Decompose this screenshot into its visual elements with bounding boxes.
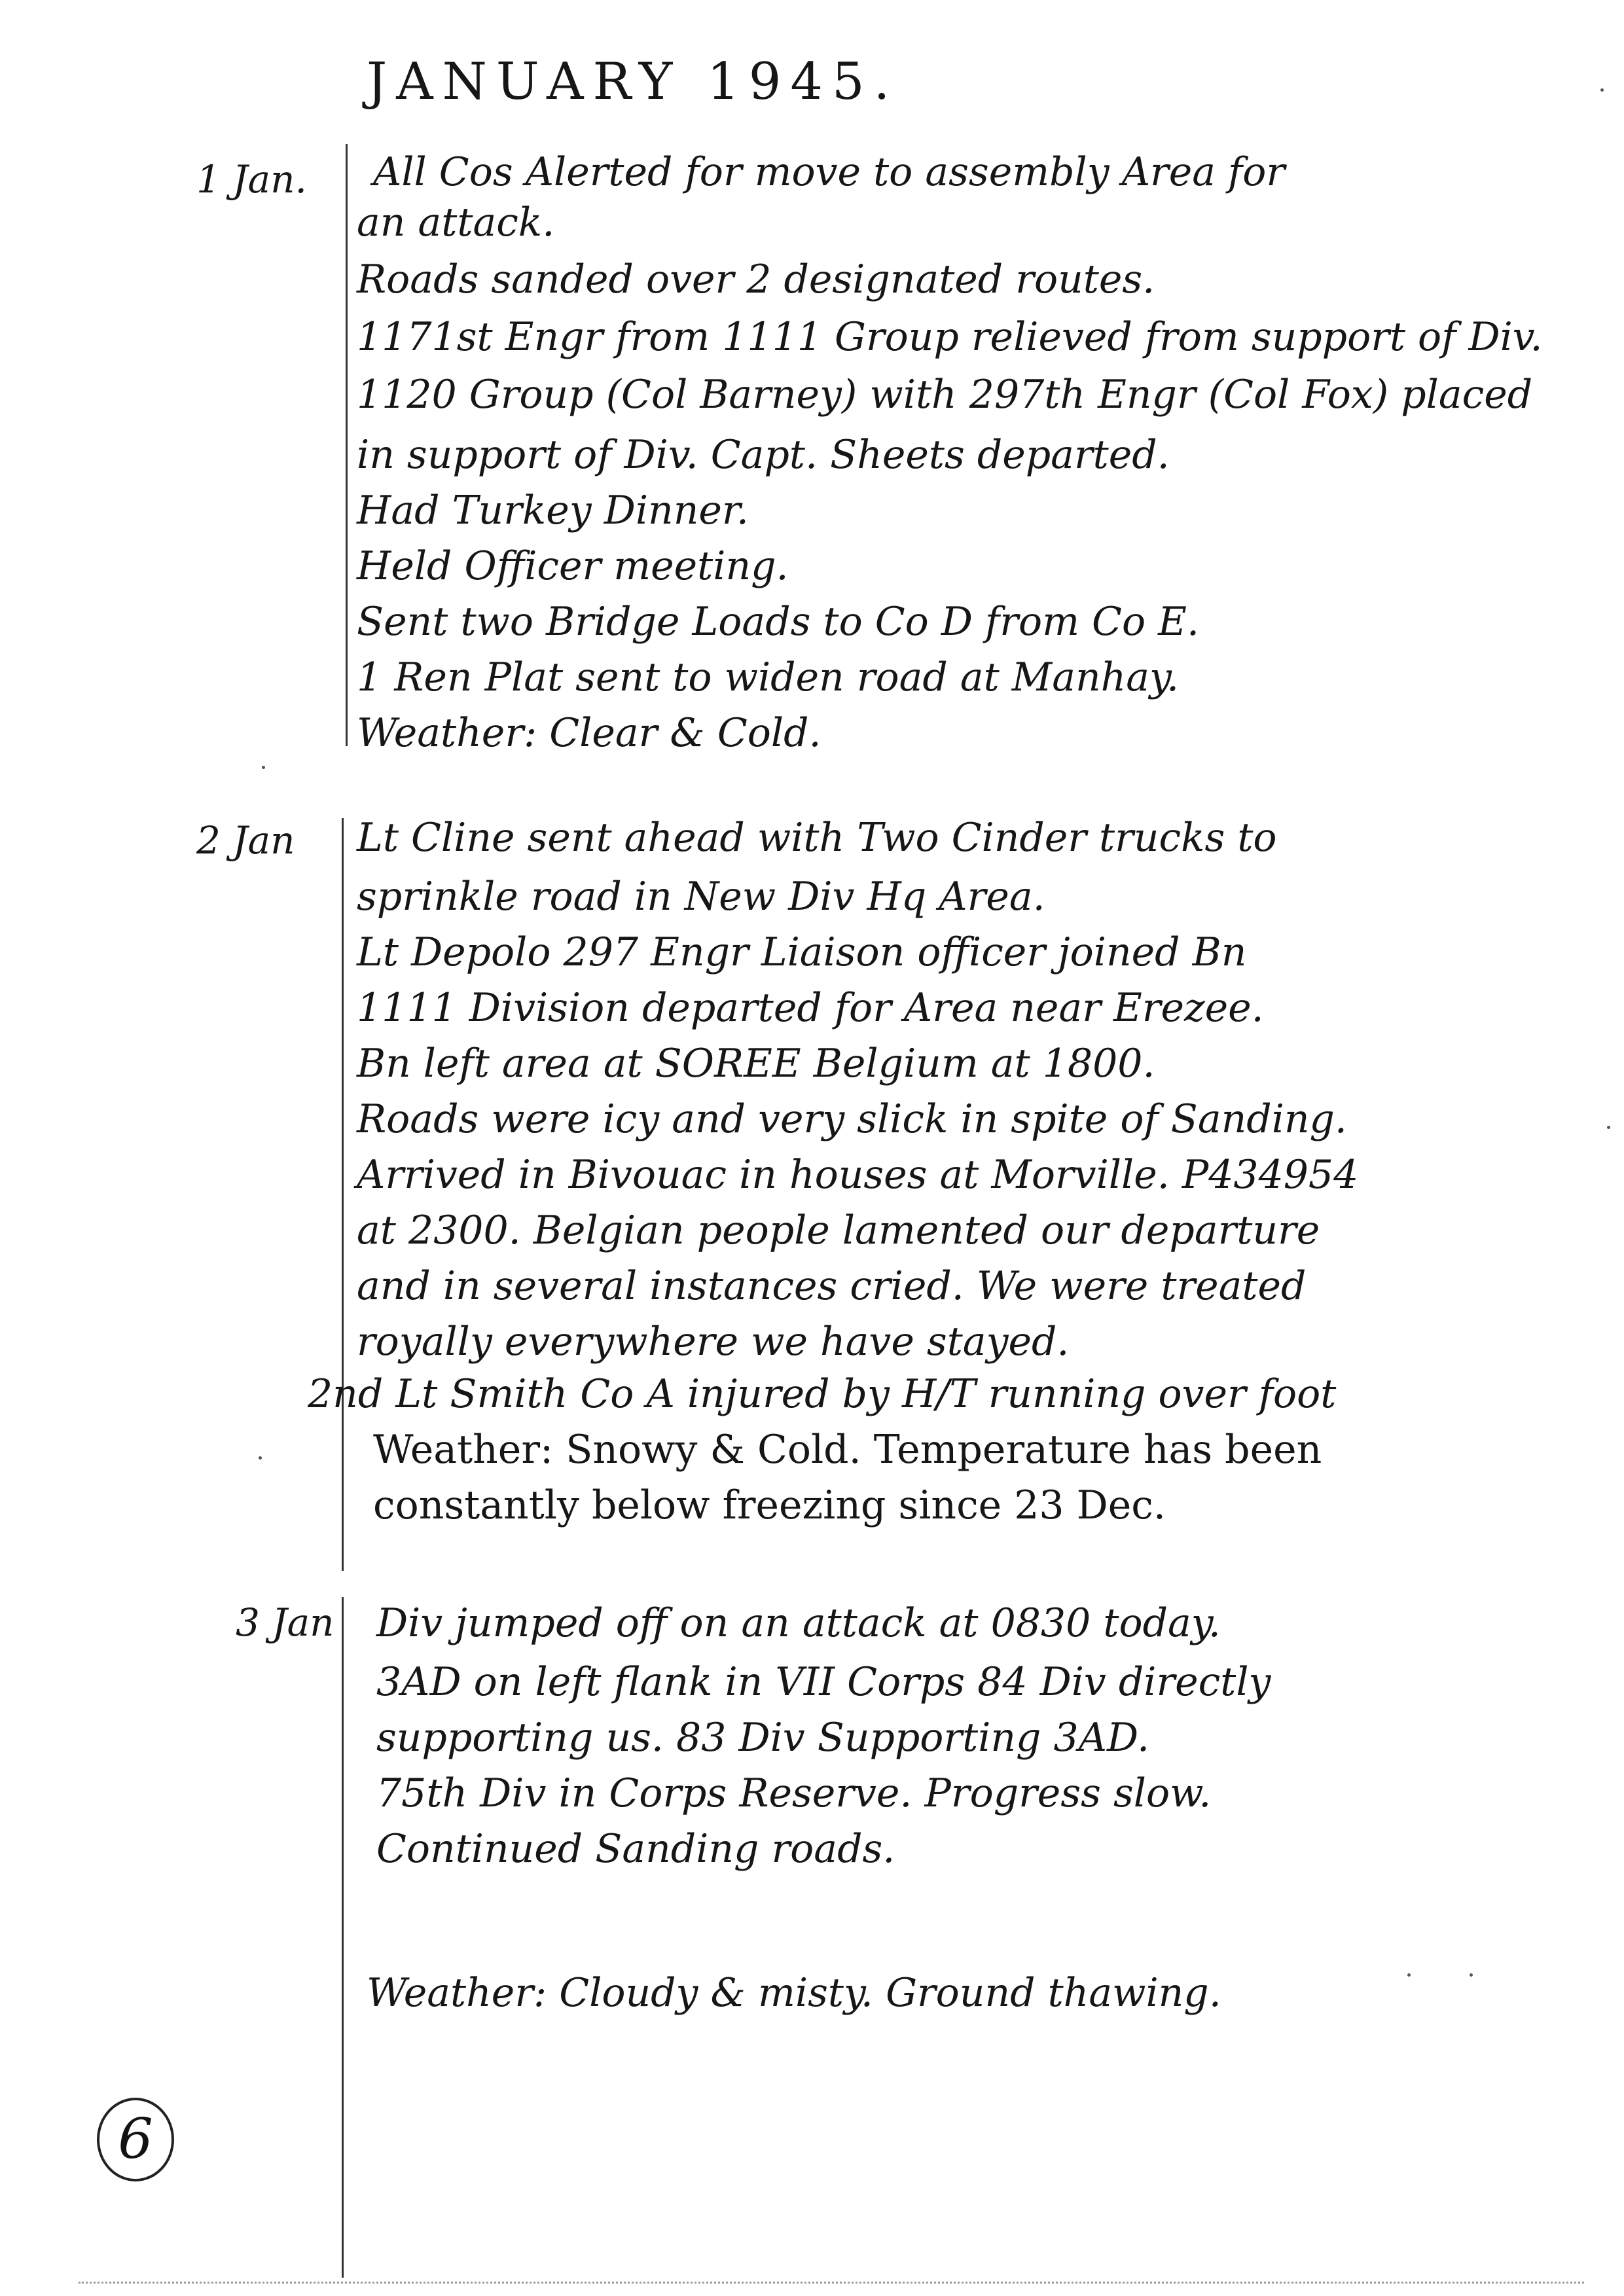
entry-line: 3AD on left flank in VII Corps 84 Div directly	[376, 1659, 1271, 1705]
entry-line: Sent two Bridge Loads to Co D from Co E.	[357, 599, 1200, 645]
entry-line: Weather: Snowy & Cold. Temperature has been	[373, 1427, 1322, 1473]
page-title: JANUARY 1945.	[367, 52, 899, 111]
entry-line: constantly below freezing since 23 Dec.	[373, 1482, 1166, 1528]
entry-line: sprinkle road in New Div Hq Area.	[357, 874, 1045, 920]
scan-edge	[79, 2282, 1584, 2284]
entry-line: an attack.	[357, 200, 555, 245]
entry-line: Div jumped off on an attack at 0830 today.	[376, 1600, 1221, 1646]
margin-rule-1	[346, 144, 348, 746]
scan-speck	[1470, 1973, 1473, 1977]
entry-line: 2nd Lt Smith Co A injured by H/T running over foot	[308, 1371, 1337, 1417]
entry-date: 3 Jan	[236, 1600, 334, 1645]
entry-line: All Cos Alerted for move to assembly Area for	[373, 149, 1286, 195]
entry-line: 75th Div in Corps Reserve. Progress slow.	[376, 1770, 1212, 1816]
entry-line: Roads were icy and very slick in spite of Sanding.	[357, 1096, 1348, 1142]
entry-line: in support of Div. Capt. Sheets departed.	[357, 432, 1170, 478]
entry-line: Lt Depolo 297 Engr Liaison officer joined Bn	[357, 929, 1247, 975]
entry-date: 2 Jan	[196, 818, 295, 863]
entry-line: Lt Cline sent ahead with Two Cinder trucks to	[357, 815, 1277, 861]
entry-line: 1 Ren Plat sent to widen road at Manhay.	[357, 655, 1180, 700]
entry-line: royally everywhere we have stayed.	[357, 1319, 1070, 1365]
scan-speck	[1607, 1126, 1610, 1129]
entry-line: Bn left area at SOREE Belgium at 1800.	[357, 1041, 1155, 1086]
scan-speck	[1407, 1973, 1411, 1977]
entry-line: supporting us. 83 Div Supporting 3AD.	[376, 1715, 1150, 1761]
entry-line: Weather: Clear & Cold.	[357, 710, 821, 756]
scan-speck	[262, 766, 265, 769]
scan-speck	[259, 1456, 262, 1460]
entry-line: Weather: Cloudy & misty. Ground thawing.	[367, 1970, 1221, 2016]
entry-line: at 2300. Belgian people lamented our departure	[357, 1208, 1320, 1253]
entry-line: Continued Sanding roads.	[376, 1826, 895, 1872]
entry-line: and in several instances cried. We were treated	[357, 1263, 1307, 1309]
entry-line: Roads sanded over 2 designated routes.	[357, 257, 1155, 302]
entry-line: Arrived in Bivouac in houses at Morville. P434954	[357, 1152, 1359, 1198]
page-number: 6	[97, 2098, 174, 2181]
entry-line: Held Officer meeting.	[357, 543, 789, 589]
entry-line: 1171st Engr from 1111 Group relieved from support of Div.	[357, 314, 1543, 360]
margin-rule-2	[342, 818, 344, 1571]
entry-line: 1111 Division departed for Area near Erezee.	[357, 985, 1264, 1031]
entry-date: 1 Jan.	[196, 157, 307, 202]
entry-line: Had Turkey Dinner.	[357, 488, 749, 533]
entry-line: 1120 Group (Col Barney) with 297th Engr (Col Fox) placed	[357, 372, 1533, 418]
margin-rule-3	[342, 1597, 344, 2278]
scan-speck	[1600, 88, 1604, 92]
